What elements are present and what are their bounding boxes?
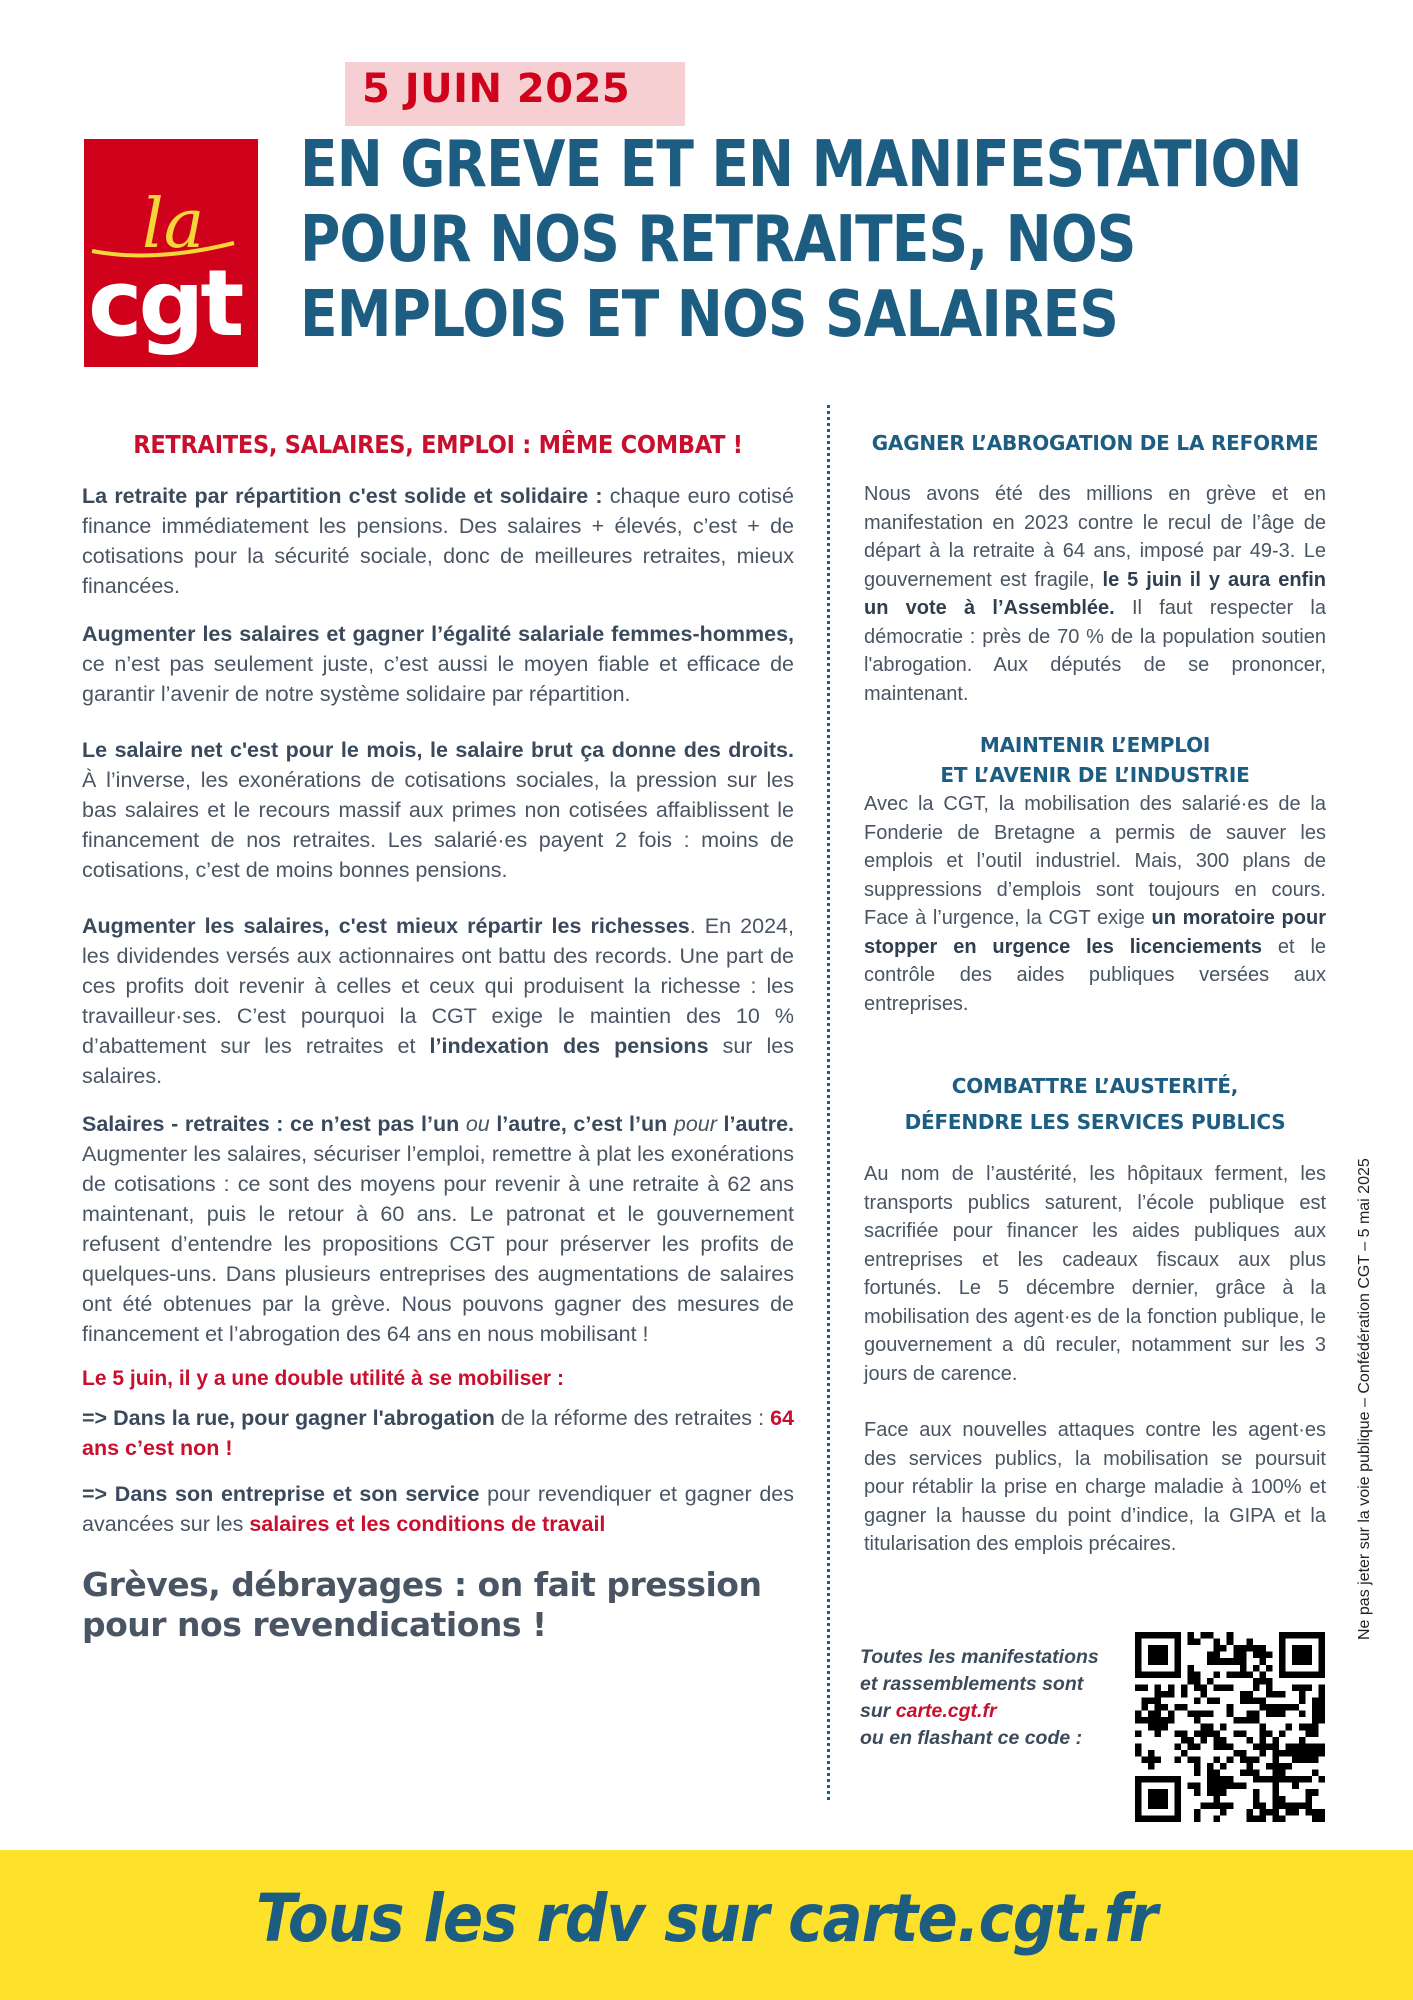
paragraph-italic: pour [673,1112,717,1136]
qr-caption [860,1644,1120,1752]
paragraph-lead: Augmenter les salaires, c'est mieux répartir les richesses [82,914,690,938]
paragraph-egalite [82,619,794,709]
paragraph-body: chaque euro cotisé finance immédiatement les pensions. Des salaires + élevés, c’est + de cotisations pour la sécurité sociale, donc de meilleures retraites, mieux financées. [82,484,794,598]
paragraph-body: . En 2024, les dividendes versés aux actionnaires ont battu des records. Une part de ces profits doit revenir à celles et ceux qui produisent la richesse : les travailleur·ses. C’est pourquoi la CGT exige le maintien des 10 % d’abattement sur les retraites et [82,914,794,1058]
section-title-emploi [864,730,1326,790]
paragraph-emphasis: un moratoire pour stopper en urgence les licenciements [864,907,1326,958]
paragraph-italic: ou [465,1112,490,1136]
bullet-body: de la réforme des retraites : [494,1406,771,1430]
section-title-austerite [864,1068,1326,1140]
bullet-body: pour revendiquer et gagner des avancées sur les [82,1482,794,1536]
paragraph-body: Avec la CGT, la mobilisation des salarié·es de la Fonderie de Bretagne a permis de sauver les emplois et l’outil industriel. Mais, 300 plans de suppressions d’emplois sont toujours en cours. Face à l’urgence, la CGT exige [864,793,1326,929]
bullet-highlight: salaires et les conditions de travail [249,1512,606,1536]
column-divider [827,405,830,1800]
paragraph-lead: l’autre. [716,1112,795,1136]
qr-caption-line: Toutes les manifestations [860,1646,1099,1668]
page-title [300,128,1302,353]
cgt-logo [84,139,258,367]
left-section-title: RETRAITES, SALAIRES, EMPLOI : MÊME COMBAT ! [133,430,743,459]
section-title-line: MAINTENIR L’EMPLOI [979,733,1211,757]
qr-caption-line: et rassemblements sont [860,1673,1084,1695]
paragraph-body: À l’inverse, les exonérations de cotisations sociales, la pression sur les bas salaires et le recours massif aux primes non cotisées affaiblissent le financement de nos retraites. Les salarié·es payent 2 fois : moins de cotisations, c’est de moins bonnes pensions. [82,768,794,882]
paragraph-retraite [82,481,794,601]
paragraph-richesses [82,911,794,1091]
section-title-line: DÉFENDRE LES SERVICES PUBLICS [904,1110,1286,1134]
title-line-3: EMPLOIS ET NOS SALAIRES [300,278,1119,352]
paragraph-lead: La retraite par répartition c'est solide et solidaire : [82,484,603,508]
section-title-line: COMBATTRE L’AUSTERITÉ, [951,1074,1239,1098]
right-column [864,428,1326,1559]
svg-text:la: la [142,185,205,264]
paragraph-emphasis: l’indexation des pensions [429,1034,709,1058]
mobilisation-title: Le 5 juin, il y a une double utilité à se mobiliser : [82,1367,564,1390]
qr-caption-text: sur [860,1700,896,1722]
paragraph-abrogation [864,480,1326,708]
carte-cgt-link[interactable]: carte.cgt.fr [895,1700,997,1722]
bullet-rue [82,1403,794,1463]
qr-caption-line: ou en flashant ce code : [860,1727,1083,1749]
paragraph-emphasis: le 5 juin il y aura enfin un vote à l’Assemblée. [864,568,1326,619]
date-label: 5 JUIN 2025 [362,66,631,112]
paragraph-body: Il faut respecter la démocratie : près de 70 % de la population soutien l'abrogation. Aux députés de se prononcer, maintenant. [864,597,1326,705]
paragraph-services-publics: Face aux nouvelles attaques contre les agent·es des services publics, la mobilisation se poursuit pour rétablir la prise en charge maladie à 100% et gagner la hausse du point d’indice, la GIPA et la titularisation des emplois précaires. [864,1419,1326,1555]
title-line-1: EN GREVE ET EN MANIFESTATION [300,128,1302,202]
paragraph-salaires-retraites [82,1109,794,1349]
paragraph-body: Augmenter les salaires, sécuriser l’emploi, remettre à plat les exonérations de cotisations : ce sont des moyens pour revenir à une retraite à 62 ans maintenant, puis le retour à 60 ans. Le patronat et le gouvernement refusent d’entendre les propositions CGT pour préserver les profits de quelques-uns. Dans plusieurs entreprises des augmentations de salaires ont été obtenues par la grève. Nous pouvons gagner des mesures de financement et l’abrogation des 64 ans en nous mobilisant ! [82,1142,794,1346]
qr-caption-line [860,1698,1120,1725]
svg-text:cgt: cgt [88,250,241,357]
section-title-abrogation: GAGNER L’ABROGATION DE LA REFORME [871,431,1319,455]
paragraph-lead: Augmenter les salaires et gagner l’égalité salariale femmes-hommes, [82,622,794,646]
left-column [82,430,794,1645]
paragraph-body: sur les salaires. [82,1034,794,1088]
title-line-2: POUR NOS RETRAITES, NOS [300,203,1136,277]
side-note: Ne pas jeter sur la voie publique – Confédération CGT – 5 mai 2025 [1356,1158,1373,1640]
bullet-highlight: 64 ans c’est non ! [82,1406,794,1460]
footer-slogan[interactable]: Tous les rdv sur carte.cgt.fr [255,1880,1158,1957]
paragraph-body: et le contrôle des aides publiques versées aux entreprises. [864,935,1327,1015]
closing-slogan: Grèves, débrayages : on fait pression pour nos revendications ! [82,1565,762,1644]
section-title-line: ET L’AVENIR DE L’INDUSTRIE [940,763,1250,787]
paragraph-salaire-net [82,735,794,885]
paragraph-body: ce n’est pas seulement juste, c’est aussi le moyen fiable et efficace de garantir l’avenir de notre système solidaire par répartition. [82,652,794,706]
bullet-lead: => Dans la rue, pour gagner l'abrogation [82,1406,495,1430]
bullet-entreprise [82,1479,794,1539]
paragraph-lead: l’autre, c’est l’un [489,1112,674,1136]
paragraph-austerite: Au nom de l’austérité, les hôpitaux ferment, les transports publics saturent, l’école publique est sacrifiée pour financer les aides publiques aux entreprises et les cadeaux fiscaux aux plus fortunés. Le 5 décembre dernier, grâce à la mobilisation des agent·es de la fonction publique, le gouvernement a dû reculer, notamment sur les 3 jours de carence. [864,1163,1326,1385]
paragraph-body: Nous avons été des millions en grève et en manifestation en 2023 contre le recul de l’âge de départ à la retraite à 64 ans, imposé par 49-3. Le gouvernement est fragile, [864,483,1326,591]
paragraph-emploi [864,790,1326,1018]
paragraph-lead: Le salaire net c'est pour le mois, le salaire brut ça donne des droits. [82,738,794,762]
qr-code[interactable] [1135,1632,1325,1822]
bullet-lead: => Dans son entreprise et son service [82,1482,480,1506]
paragraph-lead: Salaires - retraites : ce n’est pas l’un [82,1112,466,1136]
